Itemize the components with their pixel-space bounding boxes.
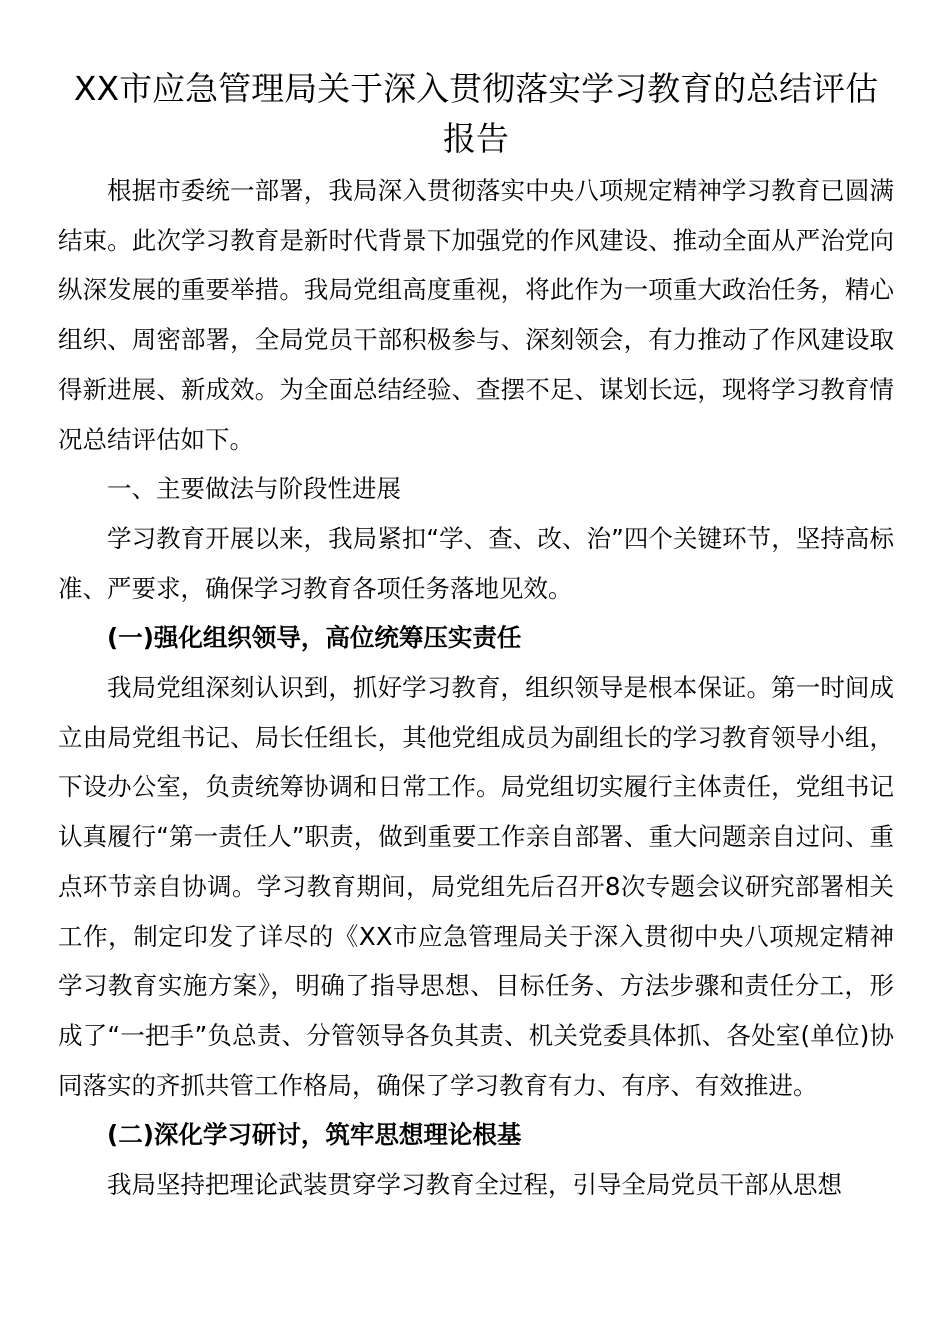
intro-paragraph: 根据市委统一部署，我局深入贯彻落实中央八项规定精神学习教育已圆满结束。此次学习教育是新时代背景下加强党的作风建设、推动全面从严治党向纵深发展的重要举措。我局党组高度重视，将此作为一项重大政治任务，精心组织、周密部署，全局党员干部积极参与、深刻领会，有力推动了作风建设取得新进展、新成效。为全面总结经验、查摆不足、谋划长远，现将学习教育情况总结评估如下。 — [58, 176, 894, 454]
subsection-1-paragraph: 我局党组深刻认识到，抓好学习教育，组织领导是根本保证。第一时间成立由局党组书记、局长任组长，其他党组成员为副组长的学习教育领导小组，下设办公室，负责统筹协调和日常工作。局党组切实履行主体责任，党组书记认真履行“第一责任人”职责，做到重要工作亲自部署、重大问题亲自过问、重点环节亲自协调。学习教育期间，局党组先后召开8次专题会议研究部署相关工作，制定印发了详尽的《XX市应急管理局关于深入贯彻中央八项规定精神学习教育实施方案》，明确了指导思想、目标任务、方法步骤和责任分工，形成了“一把手”负总责、分管领导各负其责、机关党委具体抓、各处室(单位)协同落实的齐抓共管工作格局，确保了学习教育有力、有序、有效推进。 — [58, 673, 894, 1100]
document-page — [58, 64, 894, 1210]
section-heading-1: 一、主要做法与阶段性进展 — [107, 474, 401, 504]
subsection-2-paragraph: 我局坚持把理论武装贯穿学习教育全过程，引导全局党员干部从思想 — [107, 1170, 842, 1200]
section-1-paragraph: 学习教育开展以来，我局紧扣“学、查、改、治”四个关键环节，坚持高标准、严要求，确保学习教育各项任务落地见效。 — [58, 523, 894, 603]
subsection-heading-1: (一)强化组织领导，高位统筹压实责任 — [107, 623, 522, 653]
document-title: XX市应急管理局关于深入贯彻落实学习教育的总结评估报告 — [73, 69, 879, 158]
subsection-heading-2: (二)深化学习研讨，筑牢思想理论根基 — [107, 1120, 522, 1150]
